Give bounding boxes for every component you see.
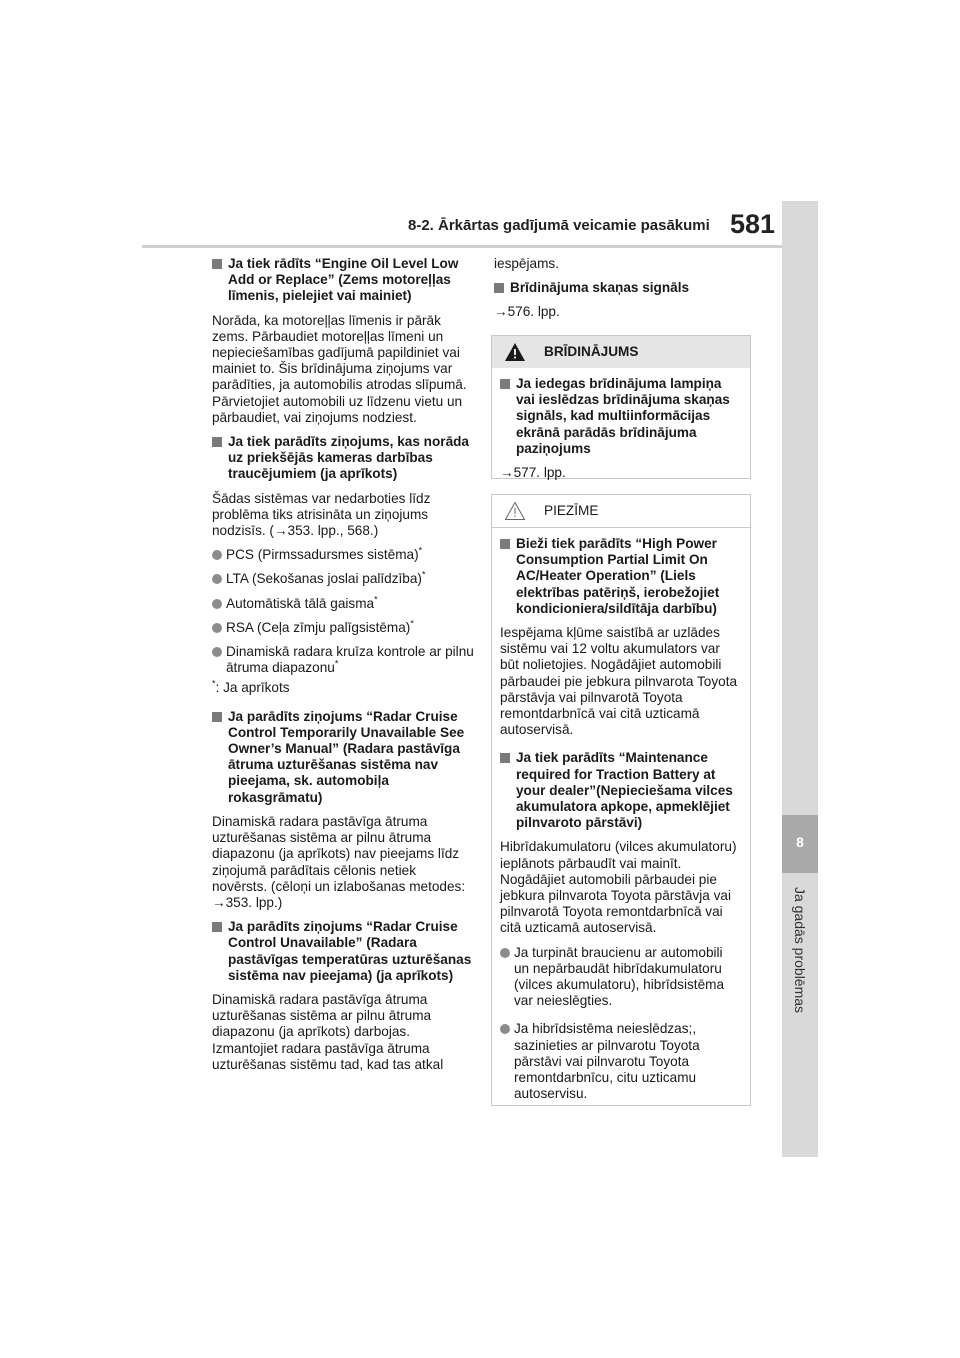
list-item: LTA (Sekošanas joslai palīdzība)* — [212, 571, 474, 587]
list-item: Ja hibrīdsistēma neieslēdzas;, sazinieties ar pilnvarotu Toyota pārstāvi vai pilnvarotu Toyota remontdarbnīcu, citu uzticamu autoservisu. — [500, 1021, 740, 1102]
section-heading: Ja tiek parādīts ziņojums, kas norāda uz priekšējās kameras darbības traucējumiem (ja aprīkots) — [212, 434, 474, 483]
section-heading: Ja tiek rādīts “Engine Oil Level Low Add or Replace” (Zems motoreļļas līmenis, pielejiet vai mainiet) — [212, 256, 474, 305]
warning-item-heading: Ja iedegas brīdinājuma lampiņa vai ieslēdzas brīdinājuma skaņas signāls, kad multiinformācijas ekrānā parādās brīdinājuma paziņojums — [500, 376, 740, 457]
note-item-heading: Bieži tiek parādīts “High Power Consumption Partial Limit On AC/Heater Operation” (Liels elektrības patēriņš, ierobežojiet kondicioniera/sildītāja darbību) — [500, 536, 740, 617]
section-text: Dinamiskā radara pastāvīga ātruma uzturēšanas sistēma ar pilnu ātruma diapazonu (ja aprīkots) nav pieejams līdz ziņojumā parādītais cēlonis netiek novērsts. (cēloņi un izlabošanas metodes: →353. lpp.) — [212, 813, 466, 910]
square-bullet-icon — [500, 539, 510, 549]
circle-bullet-icon — [212, 574, 222, 584]
square-bullet-icon — [212, 259, 222, 269]
circle-bullet-icon — [212, 647, 222, 657]
section-text: Norāda, ka motoreļļas līmenis ir pārāk zems. Pārbaudiet motoreļļas līmeni un nepieciešamības gadījumā papildiniet vai mainiet to. Šis brīdinājuma ziņojums var parādīties, ja automobilis atrodas slīpumā. Pārvietojiet automobili uz līdzenu vietu un pārbaudiet, vai ziņojums nodziest. — [212, 312, 467, 425]
warning-title: BRĪDINĀJUMS — [544, 344, 639, 359]
section-text: Šādas sistēmas var nedarboties līdz problēma tiks atrisināta un ziņojums nodzisīs. (→353. lpp., 568.) — [212, 490, 431, 539]
section-text: Dinamiskā radara pastāvīga ātruma uzturēšanas sistēma ar pilnu ātruma diapazonu (ja aprīkots) darbojas. Izmantojiet radara pastāvīga ātruma uzturēšanas sistēmu tad, kad tas atkal — [212, 991, 444, 1072]
header-divider — [142, 245, 782, 248]
square-bullet-icon — [212, 712, 222, 722]
circle-bullet-icon — [212, 623, 222, 633]
list-item: PCS (Pirmssadursmes sistēma)* — [212, 547, 474, 563]
note-body — [492, 528, 750, 1103]
section-heading: Ja parādīts ziņojums “Radar Cruise Control Temporarily Unavailable See Owner’s Manual” (Radara pastāvīga ātruma uzturēšanas sistēma nav pieejama, sk. automobiļa rokasgrāmatu) — [212, 709, 474, 806]
circle-bullet-icon — [212, 550, 222, 560]
circle-bullet-icon — [500, 1024, 510, 1034]
footnote: *: Ja aprīkots — [212, 678, 290, 696]
left-column — [212, 256, 474, 1081]
square-bullet-icon — [500, 753, 510, 763]
chapter-number: 8 — [796, 834, 804, 850]
section-text: iespējams. — [494, 256, 559, 271]
warning-box — [491, 335, 751, 479]
caution-outline-icon — [504, 501, 526, 521]
square-bullet-icon — [494, 283, 504, 293]
square-bullet-icon — [212, 922, 222, 932]
warning-box-header — [492, 336, 750, 368]
note-box — [491, 494, 751, 1106]
warning-icon — [504, 342, 526, 362]
chapter-side-tab — [782, 201, 818, 1157]
list-item: Ja turpināt braucienu ar automobili un nepārbaudāt hibrīdakumulatoru (vilces akumulatoru), hibrīdsistēma var neieslēgties. — [500, 945, 740, 1010]
warning-item-text: →577. lpp. — [500, 465, 566, 481]
section-heading: Brīdinājuma skaņas signāls — [494, 280, 752, 296]
note-box-header — [492, 495, 750, 528]
list-item: RSA (Ceļa zīmju palīgsistēma)* — [212, 620, 474, 636]
section-text: →576. lpp. — [494, 304, 560, 320]
note-item-heading: Ja tiek parādīts “Maintenance required for Traction Battery at your dealer”(Nepieciešama vilces akumulatora apkope, apmeklējiet pilnvaroto pārstāvi) — [500, 750, 740, 831]
circle-bullet-icon — [500, 948, 510, 958]
circle-bullet-icon — [212, 599, 222, 609]
warning-body — [492, 368, 750, 481]
square-bullet-icon — [212, 437, 222, 447]
section-title: 8-2. Ārkārtas gadījumā veicamie pasākumi — [408, 217, 710, 234]
chapter-label: Ja gadās problēmas — [792, 886, 808, 1014]
section-heading: Ja parādīts ziņojums “Radar Cruise Control Unavailable” (Radara pastāvīgas temperatūras uzturēšanas sistēma nav pieejama) (ja aprīkots) — [212, 919, 474, 984]
page-number: 581 — [730, 209, 776, 239]
list-item: Dinamiskā radara kruīza kontrole ar pilnu ātruma diapazonu* — [212, 644, 474, 676]
note-item-text: Iespējama kļūme saistībā ar uzlādes sistēmu vai 12 voltu akumulators var būt nolietojies. Nogādājiet automobili pārbaudei pie jebkura pilnvarota Toyota pārstāvja vai pilnvarotā Toyota remontdarbnīcā vai citā uzticamā autoservisā. — [500, 625, 738, 738]
square-bullet-icon — [500, 379, 510, 389]
list-item: Automātiskā tālā gaisma* — [212, 596, 474, 612]
right-column — [494, 256, 752, 329]
note-title: PIEZĪME — [544, 503, 599, 518]
note-item-text: Hibrīdakumulatoru (vilces akumulatoru) ieplānots pārbaudīt vai mainīt. Nogādājiet automobili pārbaudei pie jebkura pilnvarota Toyota pārstāvja vai pilnvarotā Toyota remontdarbnīcā vai citā uzticamā autoservisā. — [500, 839, 737, 936]
